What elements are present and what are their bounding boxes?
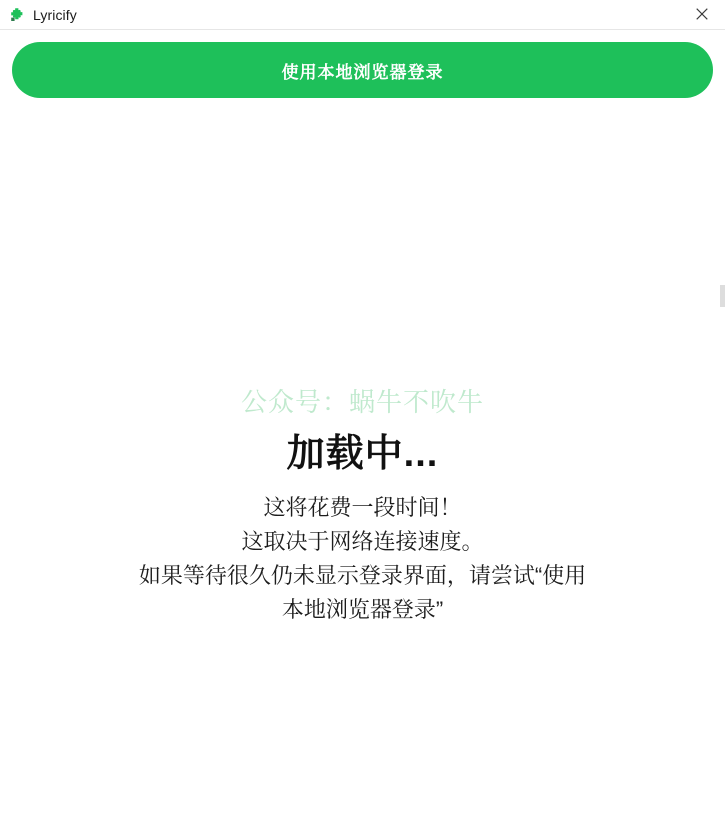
loading-content	[0, 385, 725, 627]
window-title: Lyricify	[33, 6, 77, 23]
watermark-text: 公众号：蜗牛不吹牛	[240, 387, 484, 417]
loading-description-line: 这将花费一段时间！	[263, 495, 462, 520]
close-icon[interactable]	[679, 0, 725, 28]
login-with-local-browser-button[interactable]: 使用本地浏览器登录	[12, 42, 713, 98]
loading-description	[40, 491, 685, 627]
title-bar	[0, 0, 725, 30]
loading-description-line: 这取决于网络连接速度。	[241, 529, 484, 554]
loading-description-line: 本地浏览器登录”	[281, 597, 444, 622]
loading-description-line: 如果等待很久仍未显示登录界面，请尝试“使用	[138, 563, 587, 588]
puzzle-piece-icon	[9, 7, 25, 23]
loading-title: 加载中...	[286, 433, 439, 475]
scrollbar-hint[interactable]	[720, 285, 725, 307]
login-button-container	[0, 30, 725, 98]
